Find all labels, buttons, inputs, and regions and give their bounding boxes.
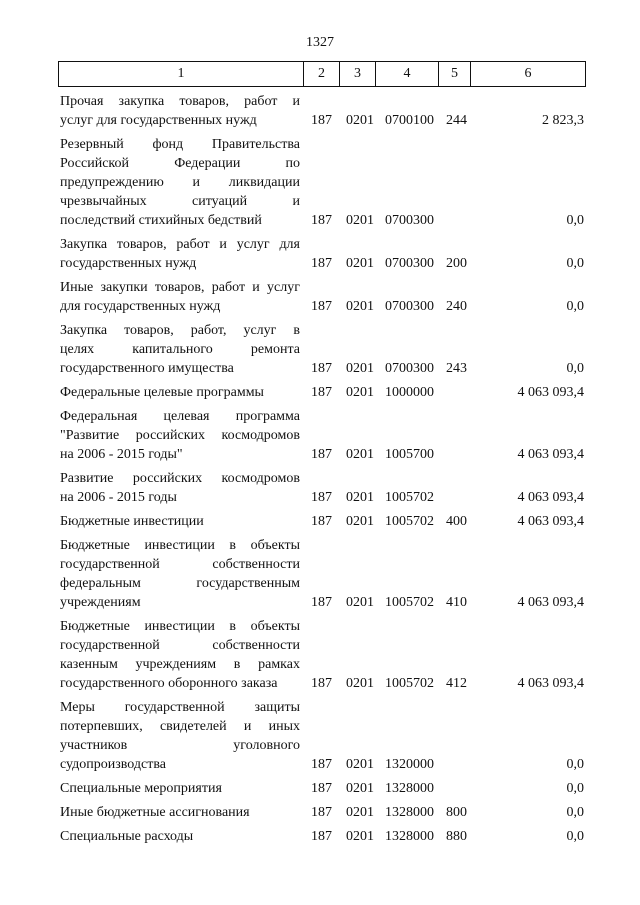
row-description [60, 92, 300, 130]
row-description-line: Федеральные целевые программы [60, 385, 264, 400]
row-description [60, 512, 300, 531]
row-description-line: государственных нужд [60, 256, 197, 271]
row-description [60, 803, 300, 822]
row-col-4: 0700300 [385, 256, 434, 271]
header-col-2: 2 [304, 62, 340, 86]
header-col-6: 6 [524, 66, 532, 81]
row-description-line: федеральным государственным [60, 576, 300, 591]
row-description-line: государственной собственности [60, 557, 300, 572]
row-description-line: Резервный фонд Правительства [60, 137, 300, 152]
row-col-6: 4 063 093,4 [517, 595, 584, 610]
row-description [60, 321, 300, 378]
row-description [60, 617, 300, 693]
row-col-6: 0,0 [566, 805, 584, 820]
row-description-line: государственной собственности [60, 638, 300, 653]
row-description [60, 135, 300, 230]
row-description-line: целях капитального ремонта [60, 342, 300, 357]
row-col-5: 410 [446, 595, 467, 610]
row-col-6: 2 823,3 [542, 113, 584, 128]
header-col-5: 5 [439, 62, 471, 86]
row-col-3: 0201 [346, 113, 374, 128]
row-col-4: 0700100 [385, 113, 434, 128]
row-description-line: на 2006 - 2015 годы [60, 490, 177, 505]
row-description [60, 827, 300, 846]
row-description-line: чрезвычайных ситуаций и [60, 194, 300, 209]
row-description-line: участников уголовного [60, 738, 300, 753]
row-description-line: государственного оборонного заказа [60, 676, 278, 691]
row-description [60, 235, 300, 273]
row-col-4: 1328000 [385, 805, 434, 820]
row-col-4: 0700300 [385, 361, 434, 376]
row-description-line: Закупка товаров, работ, услуг в [60, 323, 300, 338]
page-number: 1327 [306, 35, 334, 50]
row-col-2: 187 [311, 361, 332, 376]
row-col-3: 0201 [346, 805, 374, 820]
row-col-2: 187 [311, 490, 332, 505]
row-description-line: Российской Федерации по [60, 156, 300, 171]
row-col-2: 187 [311, 213, 332, 228]
row-col-5: 800 [446, 805, 467, 820]
row-description-line: Бюджетные инвестиции в объекты [60, 619, 300, 634]
row-col-4: 1000000 [385, 385, 434, 400]
row-description-line: предупреждению и ликвидации [60, 175, 300, 190]
row-col-3: 0201 [346, 299, 374, 314]
row-col-3: 0201 [346, 361, 374, 376]
row-col-5: 412 [446, 676, 467, 691]
row-col-4: 1328000 [385, 781, 434, 796]
row-col-3: 0201 [346, 757, 374, 772]
row-col-5: 200 [446, 256, 467, 271]
row-col-3: 0201 [346, 213, 374, 228]
row-col-5: 240 [446, 299, 467, 314]
row-col-3: 0201 [346, 595, 374, 610]
row-col-3: 0201 [346, 447, 374, 462]
row-col-5: 400 [446, 514, 467, 529]
row-description-line: "Развитие российских космодромов [60, 428, 300, 443]
row-col-3: 0201 [346, 385, 374, 400]
row-description-line: учреждениям [60, 595, 141, 610]
row-description-line: на 2006 - 2015 годы" [60, 447, 183, 462]
row-col-4: 0700300 [385, 299, 434, 314]
row-description [60, 536, 300, 612]
row-description-line: Развитие российских космодромов [60, 471, 300, 486]
row-col-6: 0,0 [566, 256, 584, 271]
row-col-3: 0201 [346, 490, 374, 505]
row-description [60, 407, 300, 464]
header-col-1: 1 [59, 62, 304, 86]
row-col-3: 0201 [346, 829, 374, 844]
row-col-6: 4 063 093,4 [517, 676, 584, 691]
row-description-line: Бюджетные инвестиции [60, 514, 204, 529]
row-description-line: потерпевших, свидетелей и иных [60, 719, 300, 734]
row-col-6: 0,0 [566, 299, 584, 314]
row-description-line: государственного имущества [60, 361, 234, 376]
row-col-5: 243 [446, 361, 467, 376]
row-col-4: 1320000 [385, 757, 434, 772]
row-col-6: 0,0 [566, 829, 584, 844]
row-description-line: последствий стихийных бедствий [60, 213, 262, 228]
row-col-2: 187 [311, 829, 332, 844]
row-description-line: Закупка товаров, работ и услуг для [60, 237, 300, 252]
row-col-6: 0,0 [566, 213, 584, 228]
row-col-4: 1005702 [385, 595, 434, 610]
row-description-line: услуг для государственных нужд [60, 113, 257, 128]
row-col-6: 0,0 [566, 781, 584, 796]
header-col-4: 4 [376, 62, 439, 86]
row-col-3: 0201 [346, 514, 374, 529]
row-description-line: Бюджетные инвестиции в объекты [60, 538, 300, 553]
row-col-4: 1005702 [385, 490, 434, 505]
table-header [58, 61, 586, 87]
row-col-4: 1328000 [385, 829, 434, 844]
row-col-4: 1005700 [385, 447, 434, 462]
row-col-2: 187 [311, 781, 332, 796]
row-col-6: 4 063 093,4 [517, 514, 584, 529]
row-description-line: Специальные мероприятия [60, 781, 222, 796]
row-col-2: 187 [311, 595, 332, 610]
row-description [60, 383, 300, 402]
row-col-5: 880 [446, 829, 467, 844]
row-col-3: 0201 [346, 781, 374, 796]
row-description-line: Меры государственной защиты [60, 700, 300, 715]
row-description [60, 698, 300, 774]
row-description-line: Иные закупки товаров, работ и услуг [60, 280, 300, 295]
row-description-line: Федеральная целевая программа [60, 409, 300, 424]
row-description [60, 278, 300, 316]
row-col-2: 187 [311, 113, 332, 128]
row-col-2: 187 [311, 256, 332, 271]
row-col-2: 187 [311, 514, 332, 529]
row-description-line: казенным учреждениям в рамках [60, 657, 300, 672]
row-col-6: 0,0 [566, 361, 584, 376]
row-col-2: 187 [311, 299, 332, 314]
row-col-2: 187 [311, 757, 332, 772]
row-col-3: 0201 [346, 676, 374, 691]
row-col-4: 1005702 [385, 514, 434, 529]
row-col-5: 244 [446, 113, 467, 128]
row-description-line: Специальные расходы [60, 829, 194, 844]
row-col-6: 4 063 093,4 [517, 385, 584, 400]
header-col-3: 3 [340, 62, 376, 86]
row-description [60, 779, 300, 798]
row-description-line: Иные бюджетные ассигнования [60, 805, 250, 820]
row-col-6: 4 063 093,4 [517, 447, 584, 462]
row-col-4: 1005702 [385, 676, 434, 691]
row-description [60, 469, 300, 507]
row-col-6: 0,0 [566, 757, 584, 772]
row-col-2: 187 [311, 447, 332, 462]
row-description-line: судопроизводства [60, 757, 166, 772]
row-description-line: Прочая закупка товаров, работ и [60, 94, 300, 109]
row-col-3: 0201 [346, 256, 374, 271]
row-col-4: 0700300 [385, 213, 434, 228]
row-col-6: 4 063 093,4 [517, 490, 584, 505]
row-col-2: 187 [311, 385, 332, 400]
row-col-2: 187 [311, 676, 332, 691]
row-description-line: для государственных нужд [60, 299, 221, 314]
row-col-2: 187 [311, 805, 332, 820]
